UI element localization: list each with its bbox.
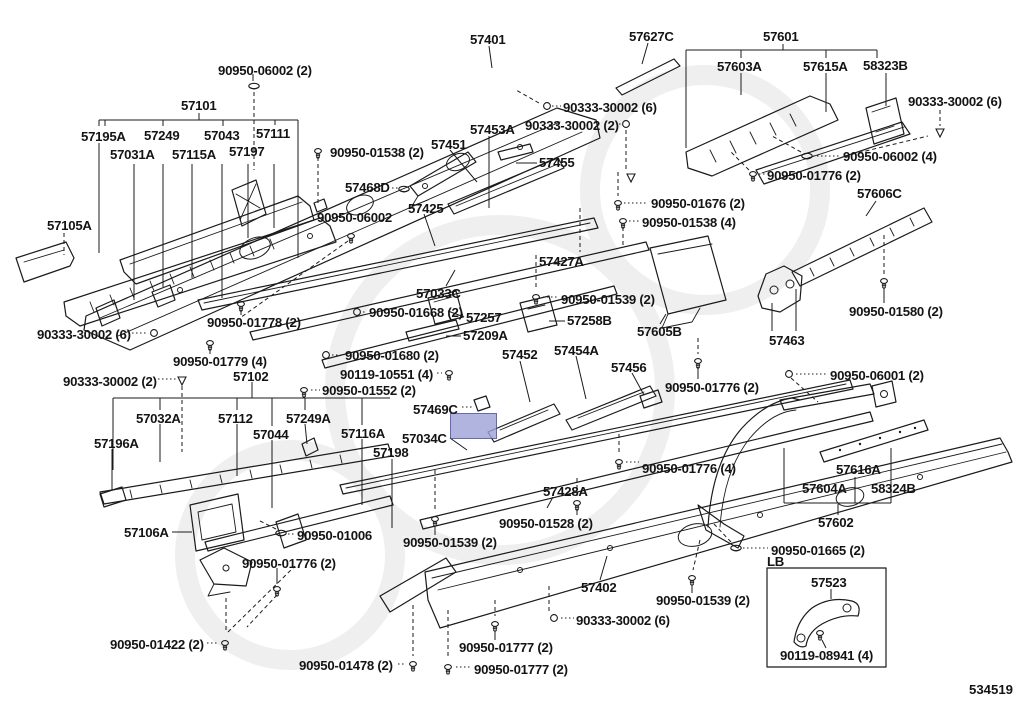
fastener-label-90333-30002-6: 90333-30002 (6) [908,94,1002,109]
part-label-57452: 57452 [502,347,538,362]
screw-icon [410,662,417,671]
part-label-57195A: 57195A [81,129,126,144]
part-label-57105A: 57105A [47,218,92,233]
part-label-57455: 57455 [539,155,575,170]
part-label-57453A: 57453A [470,122,515,137]
fastener-label-90950-01668-2: 90950-01668 (2) [369,305,463,320]
part-label-57616A: 57616A [836,462,881,477]
part-label-57044: 57044 [253,427,289,442]
part-57197-drawing [232,180,266,226]
fastener-label-90950-06002-2: 90950-06002 (2) [218,63,312,78]
part-label-57196A: 57196A [94,436,139,451]
part-label-57401: 57401 [470,32,506,47]
part-label-57031A: 57031A [110,147,155,162]
part-label-57033C: 57033C [416,286,461,301]
part-label-57034C: 57034C [402,431,447,446]
v-clip-icon [178,377,186,385]
part-label-57101: 57101 [181,98,217,113]
fastener-label-90950-01778-2: 90950-01778 (2) [207,315,301,330]
screw-icon [533,295,540,304]
clip-ring-icon [623,121,630,128]
screw-icon [616,460,623,469]
part-label-57463: 57463 [769,333,805,348]
part-label-57249: 57249 [144,128,180,143]
fastener-label-90950-01552-2: 90950-01552 (2) [322,383,416,398]
screw-icon [574,501,581,510]
part-label-57427A: 57427A [539,254,584,269]
part-label-57032A: 57032A [136,411,181,426]
watermark [185,75,820,660]
fastener-label-90333-30002-6: 90333-30002 (6) [37,327,131,342]
clip-ring-icon [786,371,793,378]
screw-icon [274,587,281,596]
screw-icon [615,201,622,210]
screw-icon [207,341,214,350]
fastener-label-90950-01777-2: 90950-01777 (2) [474,662,568,677]
part-label-57112: 57112 [218,411,253,426]
part-label-57468D: 57468D [345,180,390,195]
part-label-57402: 57402 [581,580,617,595]
clip-ring-icon [151,330,158,337]
screw-icon [695,359,702,368]
part-label-58324B: 58324B [871,481,916,496]
part-label-57603A: 57603A [717,59,762,74]
part-06001-clip-drawing [872,381,896,407]
screw-icon [445,665,452,674]
part-label-57615A: 57615A [803,59,848,74]
part-label-57602: 57602 [818,515,854,530]
fastener-label-90950-01777-2: 90950-01777 (2) [459,640,553,655]
part-label-57469C: 57469C [413,402,458,417]
part-label-57249A: 57249A [286,411,331,426]
part-label-57456: 57456 [611,360,647,375]
screw-icon [750,172,757,181]
fastener-label-90950-06001-2: 90950-06001 (2) [830,368,924,383]
part-57452-drawing [488,404,560,442]
part-57209A-drawing [406,320,459,341]
part-label-58323B: 58323B [863,58,908,73]
part-label-57601: 57601 [763,29,799,44]
part-label-57451: 57451 [431,137,467,152]
part-label-57198: 57198 [373,445,409,460]
part-label-57209A: 57209A [463,328,508,343]
fastener-label-90333-30002-2: 90333-30002 (2) [63,374,157,389]
fastener-label-90950-01539-2: 90950-01539 (2) [656,593,750,608]
part-label-57115A: 57115A [172,147,216,162]
fastener-label-90950-01538-2: 90950-01538 (2) [330,145,424,160]
fastener-label-90950-06002: 90950-06002 [317,210,392,225]
fastener-label-90950-01776-2: 90950-01776 (2) [242,556,336,571]
fastener-label-90333-30002-2: 90333-30002 (2) [525,118,619,133]
v-clip-icon [936,129,944,137]
fastener-label-90333-30002-6: 90333-30002 (6) [576,613,670,628]
clip-ring-icon [544,103,551,110]
diagram-code: 534519 [969,682,1014,697]
fastener-label-90950-01776-2: 90950-01776 (2) [665,380,759,395]
grommet-icon [399,186,409,192]
part-label-57605B: 57605B [637,324,682,339]
fastener-label-90950-01478-2: 90950-01478 (2) [299,658,393,673]
part-57469C-drawing [474,396,490,411]
screw-icon [881,279,888,288]
part-57523-drawing [794,600,859,647]
fastener-label-90950-01539-2: 90950-01539 (2) [561,292,655,307]
part-label-57428A: 57428A [543,484,588,499]
fastener-label-90119-08941-4: 90119-08941 (4) [780,648,874,663]
fastener-label-90950-01528-2: 90950-01528 (2) [499,516,593,531]
fastener-label-90950-01665-2: 90950-01665 (2) [771,543,865,558]
fastener-label-90950-01676-2: 90950-01676 (2) [651,196,745,211]
screw-icon [446,371,453,380]
fastener-label-90950-01776-2: 90950-01776 (2) [767,168,861,183]
screw-icon [620,219,627,228]
fastener-label-90119-10551-4: 90119-10551 (4) [340,367,434,382]
screw-icon [301,388,308,397]
screw-icon [432,517,439,526]
fastener-label-90950-01006: 90950-01006 [297,528,372,543]
clip-ring-icon [551,615,558,622]
fastener-label-90950-01776-4: 90950-01776 (4) [642,461,736,476]
fastener-label-90950-01539-2: 90950-01539 (2) [403,535,497,550]
part-label-57116A: 57116A [341,426,385,441]
part-label-57111: 57111 [256,126,290,141]
screw-icon [315,149,322,158]
part-label-57106A: 57106A [124,525,169,540]
part-57105A-drawing [16,242,74,282]
fastener-label-90950-01538-4: 90950-01538 (4) [642,215,736,230]
fastener-label-90950-01779-4: 90950-01779 (4) [173,354,267,369]
fastener-label-90950-01680-2: 90950-01680 (2) [345,348,439,363]
clip-ring-icon [323,352,330,359]
fastener-label-90950-06002-4: 90950-06002 (4) [843,149,937,164]
part-57616A-drawing [820,420,928,462]
screw-icon [492,622,499,631]
fastener-label-90950-01580-2: 90950-01580 (2) [849,304,943,319]
part-label-57425: 57425 [408,201,444,216]
part-label-57043: 57043 [204,128,240,143]
part-label-57197: 57197 [229,144,265,159]
part-label-57606C: 57606C [857,186,902,201]
screw-icon [817,631,824,640]
fastener-label-90950-01422-2: 90950-01422 (2) [110,637,204,652]
part-label-57258B: 57258B [567,313,612,328]
part-label-57604A: 57604A [802,481,847,496]
part-label-57257: 57257 [466,310,502,325]
screw-icon [689,576,696,585]
label-LB: LB [767,554,785,569]
fastener-label-90333-30002-6: 90333-30002 (6) [563,100,657,115]
v-clip-icon [627,174,635,182]
grommet-icon [249,83,259,89]
grommet-icon [731,545,741,551]
part-label-57627C: 57627C [629,29,674,44]
part-label-57454A: 57454A [554,343,599,358]
part-label-57102: 57102 [233,369,269,384]
part-label-57523: 57523 [811,575,847,590]
